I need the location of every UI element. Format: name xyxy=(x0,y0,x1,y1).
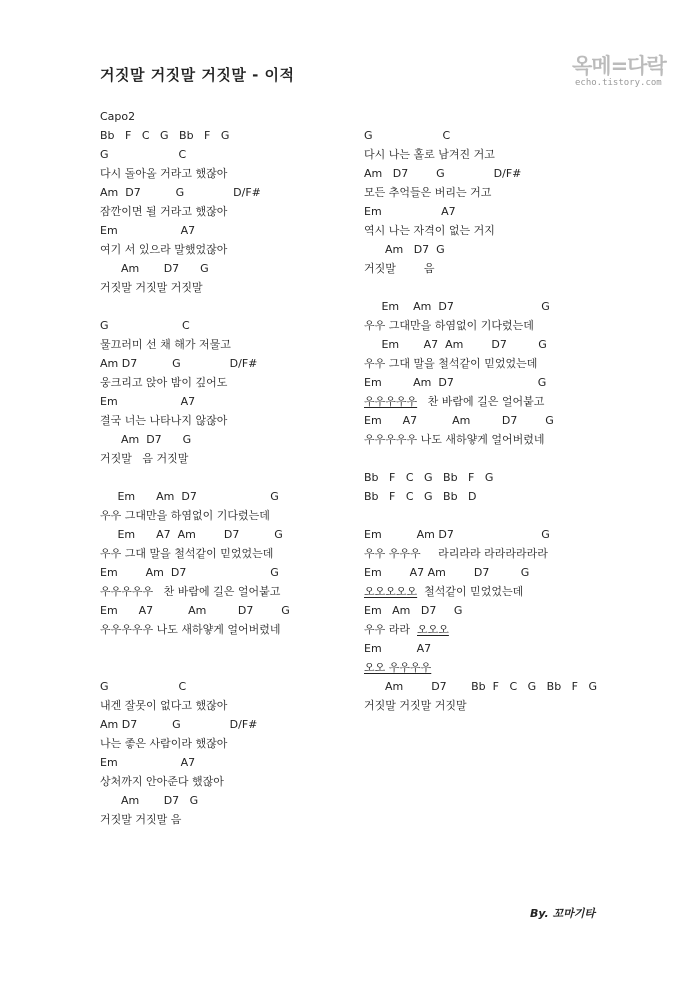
line-text: 역시 나는 자격이 없는 거지 xyxy=(364,224,495,237)
line-text: 거짓말 거짓말 거짓말 xyxy=(364,699,467,712)
lyric-line xyxy=(364,259,614,278)
lyric-line xyxy=(100,240,350,259)
line-text: Em Am D7 G xyxy=(364,376,547,389)
lyric-line xyxy=(100,164,350,183)
chord-line xyxy=(100,145,350,164)
chord-line xyxy=(364,563,614,582)
chord-line xyxy=(100,392,350,411)
lyric-line xyxy=(100,734,350,753)
line-text: 거짓말 음 xyxy=(364,262,435,275)
line-text: Em Am D7 G xyxy=(364,528,550,541)
chord-line xyxy=(100,715,350,734)
lyric-line xyxy=(100,411,350,430)
line-text: Em A7 xyxy=(100,395,196,408)
left-column xyxy=(100,107,350,829)
lyric-line xyxy=(364,221,614,240)
chord-line xyxy=(100,183,350,202)
line-text: Am D7 G D/F# xyxy=(100,718,258,731)
line-text: G C xyxy=(364,129,451,142)
chord-line xyxy=(100,601,350,620)
line-text: Em A7 xyxy=(100,756,196,769)
lyric-line xyxy=(100,278,350,297)
lyric-line xyxy=(364,183,614,202)
chord-line xyxy=(364,601,614,620)
line-text: Am D7 Bb F C G Bb F G xyxy=(364,680,598,693)
underlined-lyric: 오오오 xyxy=(417,623,449,636)
lyric-line xyxy=(100,772,350,791)
line-text: 우우 그대만을 하염없이 기다렸는데 xyxy=(100,509,270,522)
line-text: 거짓말 거짓말 음 xyxy=(100,813,182,826)
line-text: Em A7 Am D7 G xyxy=(100,604,290,617)
line-text: Am D7 G xyxy=(100,433,192,446)
lyric-line xyxy=(100,449,350,468)
line-text: 우우우우우 나도 새하얗게 얼어버렸네 xyxy=(100,623,281,636)
logo-main-text: 옥메=다락 xyxy=(572,54,666,78)
line-text: Em A7 xyxy=(364,642,432,655)
chord-line xyxy=(364,126,614,145)
blank-line xyxy=(100,297,350,316)
chord-line xyxy=(364,202,614,221)
lyric-line xyxy=(100,202,350,221)
site-logo xyxy=(572,50,666,100)
line-text: Em Am D7 G xyxy=(100,490,279,503)
lyric-line xyxy=(100,620,350,639)
line-text: 상처까지 안아준다 했잖아 xyxy=(100,775,224,788)
line-text: Capo2 xyxy=(100,110,136,123)
lyric-line xyxy=(100,335,350,354)
chord-line xyxy=(364,411,614,430)
underlined-lyric: 오오오오오 xyxy=(364,585,418,598)
lyric-line xyxy=(364,544,614,563)
line-text: Em A7 xyxy=(100,224,196,237)
line-text: Em A7 xyxy=(364,205,456,218)
lyric-line xyxy=(364,582,614,601)
author-signature: By. 꼬마기타 xyxy=(530,907,596,920)
lyric-line xyxy=(100,373,350,392)
line-text: 우우 라라 xyxy=(364,623,417,636)
lyric-line xyxy=(364,354,614,373)
lyric-line xyxy=(100,506,350,525)
chord-line xyxy=(100,791,350,810)
line-text: Bb F C G Bb F G xyxy=(100,129,230,142)
line-text: Am D7 G xyxy=(364,243,445,256)
line-text: 우우우우우 찬 바람에 길은 얼어붙고 xyxy=(100,585,281,598)
lyric-line xyxy=(364,696,614,715)
line-text: Am D7 G xyxy=(100,794,199,807)
lyric-line xyxy=(100,696,350,715)
line-text: Em Am D7 G xyxy=(100,566,279,579)
lyric-line xyxy=(100,544,350,563)
line-text: 거짓말 거짓말 거짓말 xyxy=(100,281,203,294)
line-text: G C xyxy=(100,148,187,161)
chord-line xyxy=(100,107,350,126)
chord-line xyxy=(100,221,350,240)
blank-line xyxy=(100,658,350,677)
line-text: 모든 추억들은 버리는 거고 xyxy=(364,186,492,199)
line-text: Em Am D7 G xyxy=(364,604,463,617)
chord-line xyxy=(100,753,350,772)
chord-line xyxy=(364,164,614,183)
line-text: 다시 돌아올 거라고 했잖아 xyxy=(100,167,228,180)
blank-line xyxy=(364,506,614,525)
line-text: 내겐 잘못이 없다고 했잖아 xyxy=(100,699,228,712)
lyric-line xyxy=(364,145,614,164)
line-text: Em A7 Am D7 G xyxy=(364,566,530,579)
line-text: 우우우우우 나도 새하얗게 얼어버렸네 xyxy=(364,433,545,446)
chord-line xyxy=(364,639,614,658)
line-text: Am D7 G xyxy=(100,262,209,275)
line-text: Em A7 Am D7 G xyxy=(364,338,547,351)
chord-line xyxy=(100,430,350,449)
blank-line xyxy=(100,639,350,658)
line-text: 거짓말 음 거짓말 xyxy=(100,452,189,465)
line-text: Am D7 G D/F# xyxy=(364,167,522,180)
lyric-line xyxy=(364,430,614,449)
line-text: G C xyxy=(100,680,187,693)
line-text: 우우 우우우 라리라라 라라라라라라 xyxy=(364,547,548,560)
underlined-lyric: 우우우우우 xyxy=(364,395,418,408)
line-text: 우우 그대 말을 철석같이 믿었었는데 xyxy=(100,547,274,560)
chord-line xyxy=(364,468,614,487)
line-text: 웅크리고 앉아 밤이 깊어도 xyxy=(100,376,228,389)
line-text: Em Am D7 G xyxy=(364,300,550,313)
line-text: 나는 좋은 사람이라 했잖아 xyxy=(100,737,228,750)
line-text: 여기 서 있으라 말했었잖아 xyxy=(100,243,228,256)
chord-line xyxy=(100,677,350,696)
right-column xyxy=(364,126,614,715)
lyric-line xyxy=(364,658,614,677)
line-text: 잠깐이면 될 거라고 했잖아 xyxy=(100,205,228,218)
chord-line xyxy=(100,487,350,506)
line-text: Bb F C G Bb F G xyxy=(364,471,494,484)
blank-line xyxy=(100,468,350,487)
chord-line xyxy=(364,525,614,544)
line-text: Am D7 G D/F# xyxy=(100,186,261,199)
blank-line xyxy=(364,449,614,468)
chord-line xyxy=(364,677,614,696)
lyric-line xyxy=(364,392,614,411)
lyric-line xyxy=(364,316,614,335)
blank-line xyxy=(364,278,614,297)
logo-url-text: echo.tistory.com xyxy=(575,78,662,88)
line-text: 철석같이 믿었었는데 xyxy=(417,585,524,598)
chord-line xyxy=(364,297,614,316)
line-text: 우우 그대만을 하염없이 기다렸는데 xyxy=(364,319,534,332)
chord-line xyxy=(364,240,614,259)
chord-line xyxy=(364,487,614,506)
line-text: 다시 나는 홀로 남겨진 거고 xyxy=(364,148,495,161)
line-text: Am D7 G D/F# xyxy=(100,357,258,370)
song-title: 거짓말 거짓말 거짓말 - 이적 xyxy=(100,66,295,84)
lyric-line xyxy=(100,582,350,601)
line-text: 우우 그대 말을 철석같이 믿었었는데 xyxy=(364,357,538,370)
line-text: 결국 너는 나타나지 않잖아 xyxy=(100,414,228,427)
chord-line xyxy=(100,316,350,335)
chord-line xyxy=(100,126,350,145)
lyric-line xyxy=(100,810,350,829)
chord-line xyxy=(100,354,350,373)
chord-line xyxy=(364,335,614,354)
chord-line xyxy=(100,563,350,582)
line-text: Bb F C G Bb D xyxy=(364,490,477,503)
line-text: 물끄러미 선 채 해가 저물고 xyxy=(100,338,231,351)
lyric-line xyxy=(364,620,614,639)
chord-line xyxy=(364,373,614,392)
line-text: Em A7 Am D7 G xyxy=(364,414,554,427)
line-text: 찬 바람에 길은 얼어붙고 xyxy=(417,395,545,408)
chord-line xyxy=(100,525,350,544)
underlined-lyric: 오오 우우우우 xyxy=(364,661,432,674)
line-text: Em A7 Am D7 G xyxy=(100,528,283,541)
chord-line xyxy=(100,259,350,278)
line-text: G C xyxy=(100,319,190,332)
